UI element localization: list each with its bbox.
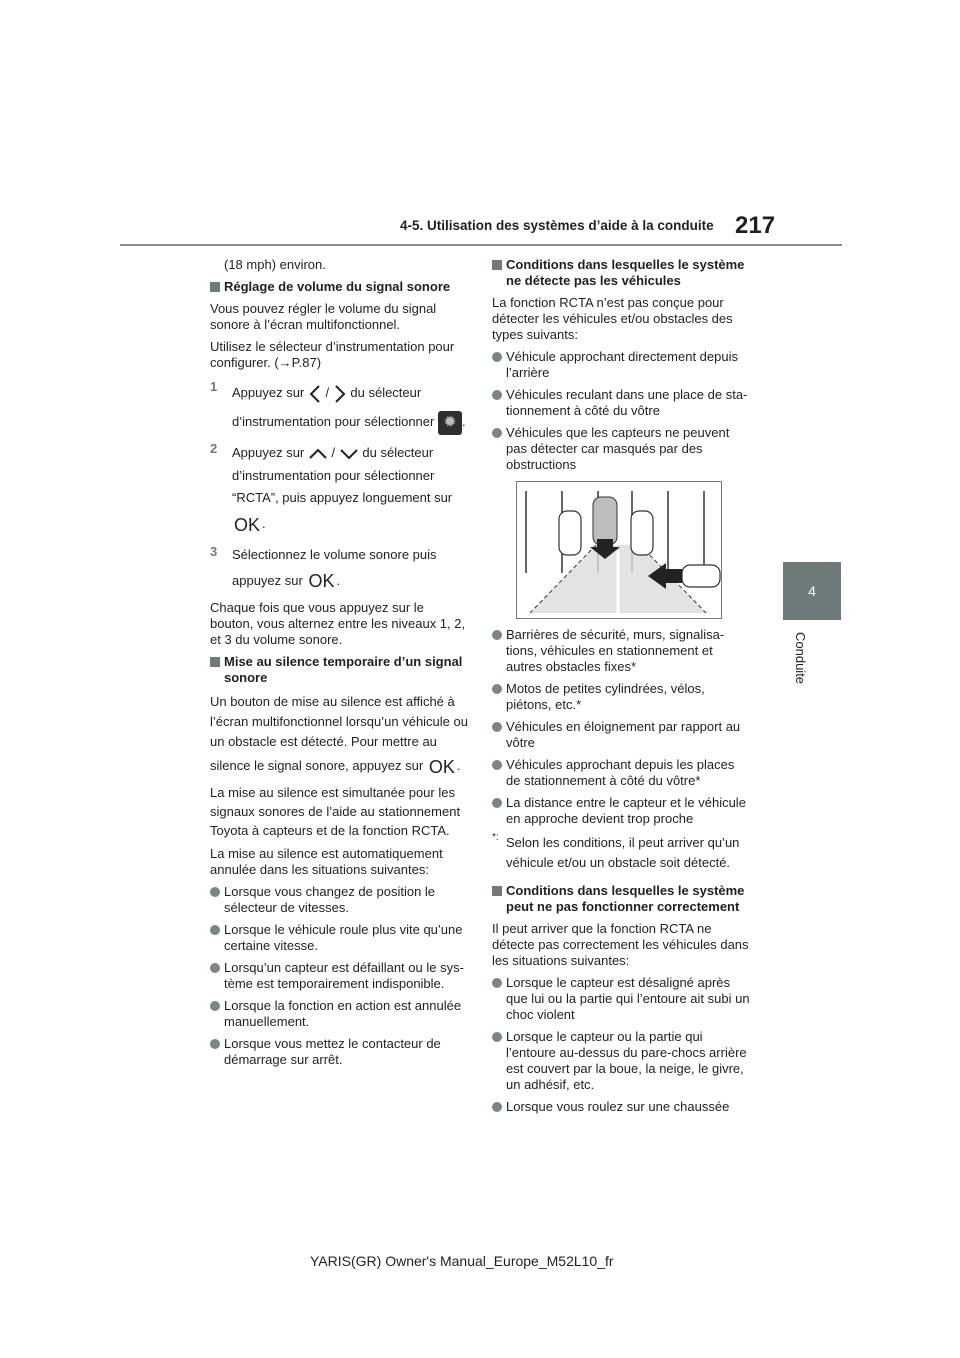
step-text: Appuyez sur [232, 385, 305, 400]
mute-text: un obstacle est détecté. Pour mettre au [210, 734, 437, 750]
volume-paragraph-1: Vous pouvez régler le volume du signal sonore à l’écran multifonctionnel. [210, 301, 437, 332]
step-number: 2 [210, 441, 218, 456]
list-item: Lorsque le capteur est désaligné après que lui ou la partie qui l’entoure ait subi un choc violent [492, 975, 752, 1023]
step-number: 3 [210, 543, 218, 559]
chapter-number: 4 [808, 583, 816, 599]
chapter-label: Conduite [793, 632, 808, 685]
step-3: 3 Sélectionnez le volume sonore puis appuyez sur OK . [210, 544, 470, 597]
volume-paragraph-2: Utilisez le sélecteur d’instrumentation pour configurer. (→P.87) [210, 339, 455, 370]
conditions-paragraph-1: La fonction RCTA n’est pas conçue pour détecter les véhicules et/ou obstacles des types suivants: [492, 295, 733, 342]
chevron-right-icon [333, 384, 347, 404]
step-number: 1 [210, 379, 218, 394]
list-item: Lorsqu’un capteur est défaillant ou le sys-tème est temporairement indisponible. [210, 960, 470, 992]
footnote [492, 833, 752, 873]
list-item: Lorsque vous mettez le contacteur de démarrage sur arrêt. [210, 1036, 470, 1068]
step-text: “RCTA”, puis appuyez longuement sur [232, 490, 453, 505]
step-text: d’instrumentation pour sélectionner [232, 414, 435, 429]
step-text: du sélecteur [350, 385, 422, 400]
mute-paragraph-2: La mise au silence est simultanée pour les signaux sonores de l’aide au stationnement Toyota à capteurs et de la fonction RCTA. [210, 784, 461, 838]
chevron-up-icon [308, 447, 328, 461]
list-item: Véhicules approchant depuis les places de stationnement à côté du vôtre* [492, 757, 752, 789]
step-2: 2 Appuyez sur / du sélecteur d’instrumentation pour sélectionner “RCTA”, puis appuyez longuement sur OK . [210, 441, 470, 540]
step-1: 1 Appuyez sur / du sélecteur d’instrumentation pour sélectionner ✹ . [210, 379, 470, 437]
gear-icon: ✹ [438, 411, 462, 435]
list-item: Motos de petites cylindrées, vélos, piétons, etc.* [492, 681, 752, 713]
right-column [492, 257, 752, 1121]
list-item: Lorsque le véhicule roule plus vite qu’une certaine vitesse. [210, 922, 470, 954]
list-item: Véhicules que les capteurs ne peuvent pas détecter car masqués par des obstructions [492, 425, 752, 473]
conditions-heading-2: Conditions dans lesquelles le système peut ne pas fonctionner correctement [492, 883, 752, 915]
ok-button-icon: OK [234, 514, 261, 535]
conditions-heading-1: Conditions dans lesquelles le système ne détecte pas les véhicules [492, 257, 752, 289]
step-text: d’instrumentation pour sélectionner [232, 468, 435, 483]
list-item: Lorsque la fonction en action est annulée manuellement. [210, 998, 470, 1030]
step-text: Appuyez sur [232, 445, 305, 460]
list-item: Lorsque le capteur ou la partie qui l’entoure au-dessus du pare-chocs arrière est couvert par la boue, la neige, le givre, un adhésif, etc. [492, 1029, 752, 1093]
section-title: 4-5. Utilisation des systèmes d’aide à la conduite [400, 218, 714, 233]
volume-heading: Réglage de volume du signal sonore [210, 279, 470, 295]
footnote-mark: *: [492, 832, 499, 843]
list-item: Lorsque vous roulez sur une chaussée [492, 1099, 752, 1115]
rcta-illustration [516, 481, 722, 619]
mute-paragraph-3: La mise au silence est automatiquement annulée dans les situations suivantes: [210, 845, 443, 877]
list-item: Véhicules reculant dans une place de sta-tionnement à côté du vôtre [492, 387, 752, 419]
ok-button-icon: OK [428, 756, 455, 777]
chevron-down-icon [339, 447, 359, 461]
chevron-left-icon [308, 384, 322, 404]
conditions-paragraph-2: Il peut arriver que la fonction RCTA ne détecte pas correctement les véhicules dans les situations suivantes: [492, 921, 749, 968]
list-item: Barrières de sécurité, murs, signalisa-tions, véhicules en stationnement et autres obstacles fixes* [492, 627, 752, 675]
step-sep: / [325, 385, 330, 400]
footnote-text: Selon les conditions, il peut arriver qu’un véhicule et/ou un obstacle soit détecté. [506, 835, 740, 870]
mute-text: l’écran multifonctionnel lorsqu’un véhicule ou [210, 714, 468, 730]
step-text: appuyez sur [232, 572, 303, 588]
ok-button-icon: OK [308, 571, 335, 592]
mute-text: silence le signal sonore, appuyez sur [210, 758, 424, 774]
list-item: Véhicules en éloignement par rapport au vôtre [492, 719, 752, 751]
step-text: Sélectionnez le volume sonore puis [232, 546, 437, 562]
mute-text: Un bouton de mise au silence est affiché à [210, 694, 455, 710]
list-item: Lorsque vous changez de position le sélecteur de vitesses. [210, 884, 470, 916]
footer-text: YARIS(GR) Owner's Manual_Europe_M52L10_fr [310, 1253, 614, 1269]
left-column: (18 mph) environ. Réglage de volume du signal sonore Vous pouvez régler le volume du signal sonore à l’écran multifonctionnel. Utilisez le sélecteur d’instrumentation pour configurer. (→P.87) 1 Appuyez sur / du sélecteur d’instrumentation pour sélectionner ✹ . 2 Appuyez sur / du sélecteur d’instrumentation pour sélectionner “RCTA”, puis appuyez longuement sur OK . 3 Sélectionnez le volume sonore puis appuyez sur OK . Chaque fois que vous appuyez sur le bouton, vous alternez entre les niveaux 1, 2, et 3 du volume sonore. Mise au silence temporaire d’un signal sonore Un bouton de mise au silence est affiché à l’écran multifonctionnel lorsqu’un véhicule ou un obstacle est détecté. Pour mettre au silence le signal sonore, appuyez sur OK . La mise au silence est simultanée pour les signaux sonores de l’aide au stationnement Toyota à capteurs et de la fonction RCTA. La mise au silence est automatiquement annulée dans les situations suivantes: Lorsque vous changez de position le sélecteur de vitesses. Lorsque le véhicule roule plus vite qu’une certaine vitesse. Lorsqu’un capteur est défaillant ou le sys-tème est temporairement indisponible. Lorsque la fonction en action est annulée manuellement. Lorsque vous mettez le contacteur de démarrage sur arrêt. [210, 257, 470, 1074]
header-rule [120, 244, 842, 246]
volume-paragraph-3: Chaque fois que vous appuyez sur le bouton, vous alternez entre les niveaux 1, 2, et 3 du volume sonore. [210, 600, 466, 648]
mute-heading: Mise au silence temporaire d’un signal sonore [210, 654, 470, 686]
chapter-tab[interactable] [783, 562, 841, 620]
step-text: du sélecteur [362, 445, 434, 460]
list-item: La distance entre le capteur et le véhicule en approche devient trop proche [492, 795, 752, 827]
list-item: Véhicule approchant directement depuis l’arrière [492, 349, 752, 381]
continued-text: (18 mph) environ. [224, 257, 326, 272]
page-number: 217 [735, 212, 776, 239]
step-sep: / [331, 445, 336, 460]
